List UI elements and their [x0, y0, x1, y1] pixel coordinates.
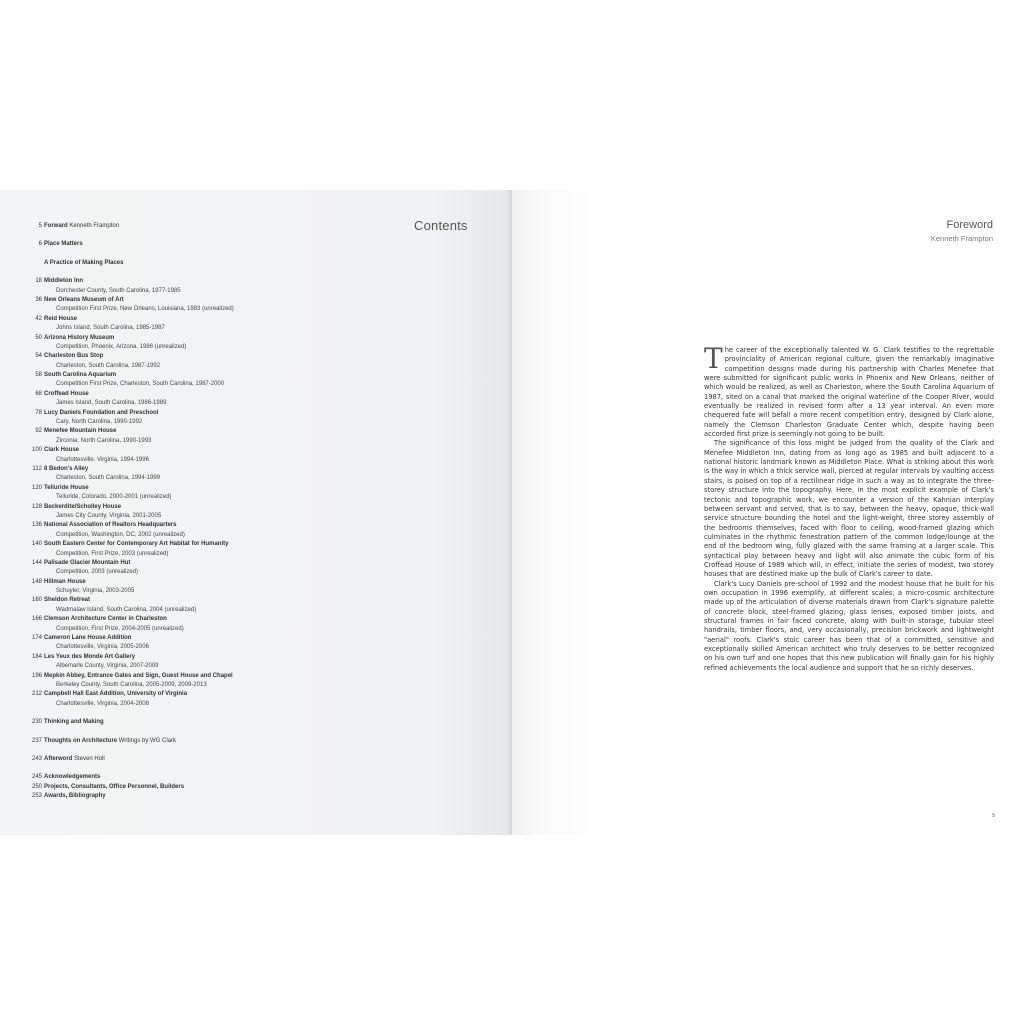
toc-row	[32, 352, 292, 361]
toc-entry-detail: Telluride, Colorado, 2000-2001 (unrealized)	[56, 494, 172, 501]
toc-entry-detail: Zirconia, North Carolina, 1990-1993	[56, 437, 152, 444]
toc-entry-detail: Dorchester County, South Carolina, 1977-1985	[56, 287, 181, 294]
toc-entry-title: Beckerdite/Scholley House	[44, 503, 122, 510]
toc-page-number: 42	[35, 315, 42, 322]
toc-page-number: 253	[32, 793, 43, 800]
toc-entry-author: Writings by WG Clark	[117, 737, 177, 744]
toc-row	[32, 596, 292, 605]
toc-row	[32, 399, 292, 408]
toc-row	[32, 681, 292, 690]
toc-row	[32, 259, 292, 268]
foreword-title: Foreword	[946, 219, 993, 231]
toc-page-number: 36	[35, 296, 42, 303]
toc-page-number: 5	[38, 223, 42, 229]
toc-row	[32, 578, 292, 587]
toc-row	[32, 324, 292, 333]
toc-row	[32, 305, 292, 314]
toc-page-number: 196	[32, 672, 43, 679]
toc-page-number: 184	[32, 653, 43, 660]
toc-page-number: 68	[35, 390, 42, 397]
toc-entry-title: New Orleans Museum of Art	[44, 296, 124, 303]
toc-row	[32, 371, 292, 380]
toc-page-number: 166	[32, 616, 43, 623]
toc-row	[32, 672, 292, 681]
page-number: 5	[992, 813, 995, 819]
toc-row	[32, 559, 292, 568]
toc-row	[32, 334, 292, 343]
table-of-contents	[32, 222, 292, 801]
toc-page-number: 140	[32, 541, 43, 548]
contents-page	[0, 190, 512, 835]
toc-row	[32, 503, 292, 512]
toc-row	[32, 634, 292, 643]
toc-row	[32, 409, 292, 418]
toc-entry-title: National Association of Realtors Headquarters	[44, 522, 177, 529]
toc-page-number: 212	[32, 691, 43, 698]
toc-page-number: 50	[35, 334, 42, 341]
drop-cap: T	[704, 342, 723, 375]
toc-entry-title: Afterword Steven Holl	[44, 755, 105, 762]
toc-entry-title: Awards, Bibliography	[44, 793, 106, 800]
toc-row	[32, 606, 292, 615]
toc-entry-title: South Carolina Aquarium	[44, 372, 117, 379]
toc-row	[32, 755, 292, 764]
toc-entry-title: 8 Bedon's Alley	[44, 465, 89, 472]
toc-row	[32, 783, 292, 792]
toc-row	[32, 531, 292, 540]
toc-page-number: 92	[35, 428, 42, 435]
toc-row	[32, 773, 292, 782]
toc-row	[32, 277, 292, 286]
toc-row	[32, 568, 292, 577]
toc-page-number: 174	[32, 635, 43, 642]
toc-entry-title: Thinking and Making	[44, 719, 104, 726]
toc-page-number: 120	[32, 484, 43, 491]
toc-entry-detail: Competition, Washington, DC, 2002 (unrealized)	[56, 531, 185, 538]
toc-gap	[32, 709, 292, 718]
toc-row	[32, 315, 292, 324]
toc-entry-detail: James City County, Virginia, 2001-2005	[56, 512, 162, 519]
toc-entry-title: Les Yeux des Monde Art Gallery	[44, 653, 136, 660]
toc-row	[32, 446, 292, 455]
toc-section-heading: A Practice of Making Places	[44, 259, 124, 266]
toc-entry-title: Forward Kenneth Frampton	[44, 223, 120, 229]
toc-row	[32, 240, 292, 249]
toc-entry-author: Steven Holl	[72, 755, 105, 762]
toc-entry-detail: Charleston, South Carolina, 1994-1999	[56, 475, 161, 482]
toc-page-number: 148	[32, 578, 43, 585]
toc-entry-title: Charleston Bus Stop	[44, 353, 104, 360]
toc-entry-title: Thoughts on Architecture Writings by WG Clark	[44, 737, 177, 744]
contents-title: Contents	[414, 218, 468, 233]
toc-page-number: 243	[32, 755, 43, 762]
foreword-paragraph: The significance of this loss might be judged from the quality of the Clark and Menefee Middleton Inn, dating from as long ago as 1985 and built adjacent to a national historic landmark known as Middleton Place. What is striking about this work is the way in which a thick service wall, pierced at regular intervals by vaulting access stairs, is poised on top of a rectilinear ridge in such a way as to integrate the three-storey structure into the topography. Here, in the most explicit example of Clark's tectonic and topographic work, we encounter a version of the Kahnian interplay between servant and served, that is to say, between the heavy, opaque, thick-wall service structure bounding the hotel and the light-weight, three storey assembly of the bedrooms themselves, faced with floor to ceiling, wood-framed glazing which culminates in the rhythmic fenestration pattern of the common lodge/lounge at the end of the bedroom wing, fully glazed with the same framing at a larger scale. This syntactical play between heavy and light will also animate the cubic form of his Croffead House of 1989 which will, in effect, initiate the series of modest, two storey houses that are destined make up the bulk of Clark's career to date.	[704, 439, 994, 579]
toc-row	[32, 343, 292, 352]
toc-row	[32, 737, 292, 746]
toc-row	[32, 521, 292, 530]
toc-entry-detail: Competition First Prize, New Orleans, Louisiana, 1983 (unrealized)	[56, 306, 234, 313]
toc-entry-detail: Albemarle County, Virginia, 2007-2009	[56, 663, 159, 670]
toc-page-number: 136	[32, 522, 43, 529]
toc-gap	[32, 268, 292, 277]
toc-page-number: 144	[32, 559, 43, 566]
foreword-paragraph: The career of the exceptionally talented W. G. Clark testifies to the regrettable provinciality of American regional culture, given the remarkably imaginative competition designs made during his partnership with Charles Menefee that were submitted for significant public works in Phoenix and New Orleans, neither of which would be realized, as well as Charleston, where the South Carolina Aquarium of 1987, sited on a canal that marked the original waterline of the Cooper River, would eventually be realized in revised form after a 13 year interval. An even more chequered fate will befall a more recent competition entry, designed by Clark alone, namely the Clemson Charleston Graduate Center which, despite having been accorded first prize is seemingly not going to be built.	[704, 342, 994, 439]
toc-row	[32, 456, 292, 465]
toc-entry-title: Place Matters	[44, 241, 83, 248]
toc-entry-detail: Johns Island, South Carolina, 1985-1987	[56, 325, 165, 332]
toc-entry-title: Arizona History Museum	[44, 334, 115, 341]
toc-row	[32, 437, 292, 446]
toc-page-number: 100	[32, 447, 43, 454]
toc-entry-title: Middleton Inn	[44, 278, 83, 285]
toc-entry-title: Campbell Hall East Addition, University of Virginia	[44, 691, 188, 698]
toc-entry-title: Mepkin Abbey, Entrance Gates and Sign, Guest House and Chapel	[44, 672, 233, 679]
toc-row	[32, 662, 292, 671]
toc-row	[32, 615, 292, 624]
toc-row	[32, 792, 292, 801]
toc-row	[32, 287, 292, 296]
toc-row	[32, 484, 292, 493]
toc-entry-detail: Charlottesville, Virginia, 2005-2006	[56, 644, 149, 651]
toc-row	[32, 380, 292, 389]
toc-entry-title: Croffead House	[44, 390, 89, 397]
toc-entry-title: Hillman House	[44, 578, 86, 585]
toc-page-number: 112	[32, 465, 42, 472]
toc-gap	[32, 231, 292, 240]
book-spread	[0, 190, 1024, 835]
toc-page-number: 230	[32, 719, 43, 726]
toc-row	[32, 718, 292, 727]
toc-entry-title: Acknowledgements	[44, 774, 101, 781]
toc-row	[32, 587, 292, 596]
foreword-author: Kenneth Frampton	[930, 234, 993, 243]
toc-row	[32, 465, 292, 474]
toc-page-number: 128	[32, 503, 43, 510]
toc-entry-title: Cameron Lane House Addition	[44, 635, 132, 642]
toc-entry-detail: Wadmalaw Island, South Carolina, 2004 (unrealized)	[56, 606, 197, 613]
toc-entry-detail: Schuyler, Virginia, 2003-2005	[56, 588, 135, 595]
toc-row	[32, 512, 292, 521]
toc-entry-title: South Eastern Center for Contemporary Art Habitat for Humanity	[44, 541, 229, 548]
toc-row	[32, 550, 292, 559]
toc-gap	[32, 728, 292, 737]
toc-page-number: 18	[35, 278, 42, 285]
toc-entry-detail: Charlottesville, Virginia, 2004-2008	[56, 700, 149, 707]
toc-gap	[32, 746, 292, 755]
toc-entry-detail: Charlottesville, Virginia, 1994-1996	[56, 456, 149, 463]
toc-row	[32, 700, 292, 709]
foreword-body	[704, 342, 994, 673]
toc-row	[32, 625, 292, 634]
toc-entry-title: Projects, Consultants, Office Personnel, Builders	[44, 783, 185, 790]
toc-entry-title: Lucy Daniels Foundation and Preschool	[44, 409, 159, 416]
toc-entry-title: Sheldon Retreat	[44, 597, 91, 604]
toc-row	[32, 418, 292, 427]
toc-row	[32, 390, 292, 399]
toc-page-number: 237	[32, 737, 43, 744]
toc-gap	[32, 764, 292, 773]
toc-page-number: 6	[38, 241, 42, 248]
toc-gap	[32, 250, 292, 259]
toc-page-number: 245	[32, 774, 43, 781]
toc-row	[32, 427, 292, 436]
toc-entry-detail: Competition, 2003 (unrealized)	[56, 569, 139, 576]
toc-row	[32, 474, 292, 483]
toc-entry-title: Menefee Mountain House	[44, 428, 117, 435]
toc-row	[32, 362, 292, 371]
toc-entry-detail: Berkeley County, South Carolina, 2005-2009, 2009-2013	[56, 681, 207, 688]
toc-row	[32, 690, 292, 699]
foreword-page	[512, 190, 1024, 835]
toc-entry-title: Telluride House	[44, 484, 89, 491]
toc-entry-detail: Competition First Prize, Charleston, South Carolina, 1987-2000	[56, 381, 225, 388]
toc-row	[32, 296, 292, 305]
toc-entry-detail: Competition, Phoenix, Arizona, 1986 (unrealized)	[56, 343, 187, 350]
toc-entry-detail: James Island, South Carolina, 1986-1989	[56, 400, 167, 407]
toc-entry-detail: Competition, First Prize, 2004-2005 (unrealized)	[56, 625, 184, 632]
toc-entry-title: Palisade Glacier Mountain Hut	[44, 559, 131, 566]
toc-row	[32, 540, 292, 549]
toc-page-number: 78	[35, 409, 42, 416]
toc-page-number: 58	[35, 372, 42, 379]
toc-page-number: 250	[32, 783, 43, 790]
toc-row	[32, 493, 292, 502]
toc-entry-author: Kenneth Frampton	[67, 223, 120, 229]
toc-row	[32, 643, 292, 652]
toc-entry-detail: Charleston, South Carolina, 1987-1992	[56, 362, 161, 369]
toc-entry-title: Reid House	[44, 315, 78, 322]
toc-entry-detail: Competition, First Prize, 2003 (unrealized)	[56, 550, 169, 557]
toc-entry-title: Clemson Architecture Center in Charleston	[44, 616, 167, 623]
toc-page-number: 160	[32, 597, 43, 604]
toc-entry-title: Clark House	[44, 447, 80, 454]
toc-page-number: 54	[35, 353, 42, 360]
toc-row	[32, 653, 292, 662]
toc-row	[32, 222, 292, 231]
toc-entry-detail: Cary, North Carolina, 1990-1992	[56, 419, 143, 426]
foreword-paragraph: Clark's Lucy Daniels pre-school of 1992 and the modest house that he built for his own occupation in 1996 exemplify, at different scales; a micro-cosmic architecture made up of the articulation of diverse materials drawn from Clark's signature palette of concrete block, steel-framed glazing, glass lenses, exposed timber joists, and structural frames in fair faced concrete, along with built-in storage, tubular steel handrails, timber floors, and, very occasionally, precision brickwork and lightweight "aerial" roofs. Clark's stoic career has been that of a committed, sensitive and exceptionally skilled American architect who truly deserves to be better recognized on his own turf and one hopes that this new publication will finally gain for his highly refined achievements the local audience and support that he so richly deserves.	[704, 579, 994, 672]
